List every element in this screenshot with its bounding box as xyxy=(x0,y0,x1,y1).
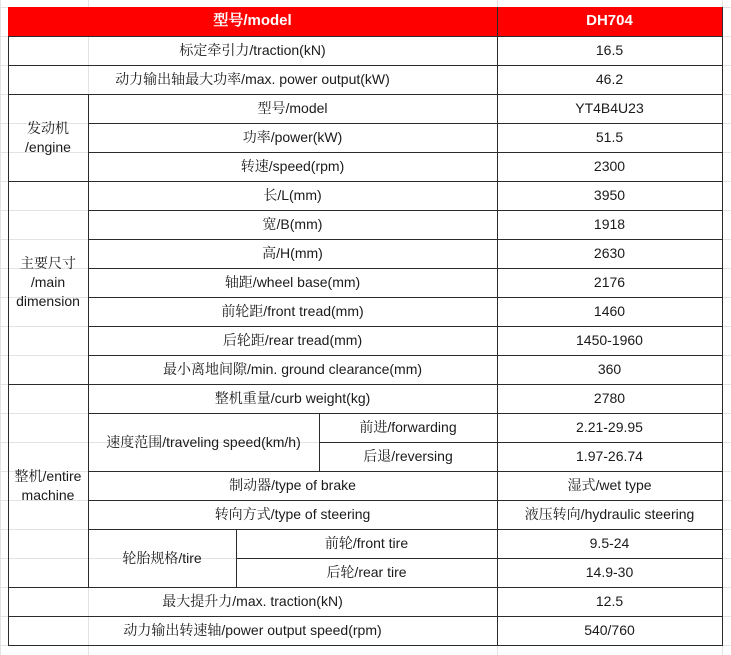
dimension-group-label-line: dimension xyxy=(16,292,80,309)
travel-speed-label: 速度范围/traveling speed(km/h) xyxy=(106,433,301,450)
border-line xyxy=(8,36,9,646)
rear-tread-label: 后轮距/rear tread(mm) xyxy=(222,332,363,349)
length-value: 3950 xyxy=(593,187,626,204)
border-line xyxy=(8,384,723,385)
border-line xyxy=(88,94,89,588)
rear-tire-label: 后轮/rear tire xyxy=(326,564,407,581)
reverse-speed-label: 后退/reversing xyxy=(363,448,453,465)
traction-label: 标定牵引力/traction(kN) xyxy=(179,42,326,59)
border-line xyxy=(8,36,723,37)
forward-speed-value: 2.21-29.95 xyxy=(576,419,643,436)
ground-clearance-label: 最小离地间隙/min. ground clearance(mm) xyxy=(162,361,423,378)
border-line xyxy=(8,645,723,646)
pto-speed-label: 动力输出转速轴/power output speed(rpm) xyxy=(123,622,382,639)
height-label: 高/H(mm) xyxy=(262,245,323,262)
steering-label: 转向方式/type of steering xyxy=(214,506,371,523)
brake-value: 湿式/wet type xyxy=(567,477,652,494)
machine-group-label-line: 整机/entire xyxy=(14,467,82,484)
wheelbase-label: 轴距/wheel base(mm) xyxy=(224,274,361,291)
forward-speed-label: 前进/forwarding xyxy=(359,419,457,436)
pto-power-label: 动力输出轴最大功率/max. power output(kW) xyxy=(115,71,390,88)
ground-clearance-value: 360 xyxy=(597,361,622,378)
machine-group-label-line: machine xyxy=(21,486,75,503)
border-line xyxy=(88,355,723,356)
engine-model-label: 型号/model xyxy=(257,100,328,117)
reverse-speed-value: 1.97-26.74 xyxy=(576,448,643,465)
border-line xyxy=(88,210,723,211)
dimension-group-label-line: 主要尺寸 xyxy=(19,255,76,272)
length-label: 长/L(mm) xyxy=(263,187,322,204)
header-label: 型号/model xyxy=(8,7,497,36)
pto-speed-value: 540/760 xyxy=(584,622,635,639)
engine-group-label-line: 发动机 xyxy=(27,119,69,136)
border-line xyxy=(88,326,723,327)
traction-value: 16.5 xyxy=(595,42,624,59)
engine-speed-label: 转速/speed(rpm) xyxy=(240,158,345,175)
border-line xyxy=(236,529,237,588)
gridline xyxy=(0,0,1,655)
front-tire-value: 9.5-24 xyxy=(589,535,630,552)
width-value: 1918 xyxy=(593,216,626,233)
engine-group-label xyxy=(8,94,88,181)
border-line xyxy=(319,442,723,443)
engine-power-value: 51.5 xyxy=(595,129,624,146)
engine-model-value: YT4B4U23 xyxy=(575,100,644,117)
curb-weight-label: 整机重量/curb weight(kg) xyxy=(214,390,371,407)
border-line xyxy=(88,239,723,240)
dimension-group-label xyxy=(8,181,88,384)
front-tread-label: 前轮距/front tread(mm) xyxy=(221,303,364,320)
tire-label: 轮胎规格/tire xyxy=(122,549,202,566)
border-line xyxy=(8,616,723,617)
border-line xyxy=(8,181,723,182)
dimension-group-label-line: /main xyxy=(30,274,66,291)
wheelbase-value: 2176 xyxy=(593,274,626,291)
border-line xyxy=(8,587,723,588)
border-line xyxy=(88,268,723,269)
width-label: 宽/B(mm) xyxy=(262,216,323,233)
engine-group-label-line: /engine xyxy=(25,138,71,155)
border-line xyxy=(88,152,723,153)
border-line xyxy=(88,123,723,124)
machine-group-label xyxy=(8,384,88,587)
height-value: 2630 xyxy=(593,245,626,262)
border-line xyxy=(88,297,723,298)
border-line xyxy=(88,500,723,501)
steering-value: 液压转向/hydraulic steering xyxy=(524,506,695,523)
header-value: DH704 xyxy=(497,7,722,36)
border-line xyxy=(319,413,320,472)
max-lift-value: 12.5 xyxy=(595,593,624,610)
max-lift-label: 最大提升力/max. traction(kN) xyxy=(162,593,343,610)
engine-speed-value: 2300 xyxy=(593,158,626,175)
rear-tire-value: 14.9-30 xyxy=(585,564,634,581)
border-line xyxy=(88,529,723,530)
front-tread-value: 1460 xyxy=(593,303,626,320)
border-line xyxy=(236,558,723,559)
border-line xyxy=(88,413,723,414)
pto-power-value: 46.2 xyxy=(595,71,624,88)
front-tire-label: 前轮/front tire xyxy=(324,535,409,552)
border-line xyxy=(8,65,723,66)
curb-weight-value: 2780 xyxy=(593,390,626,407)
rear-tread-value: 1450-1960 xyxy=(576,332,643,349)
engine-power-label: 功率/power(kW) xyxy=(242,129,343,146)
brake-label: 制动器/type of brake xyxy=(229,477,356,494)
border-line xyxy=(8,94,723,95)
border-line xyxy=(88,471,723,472)
